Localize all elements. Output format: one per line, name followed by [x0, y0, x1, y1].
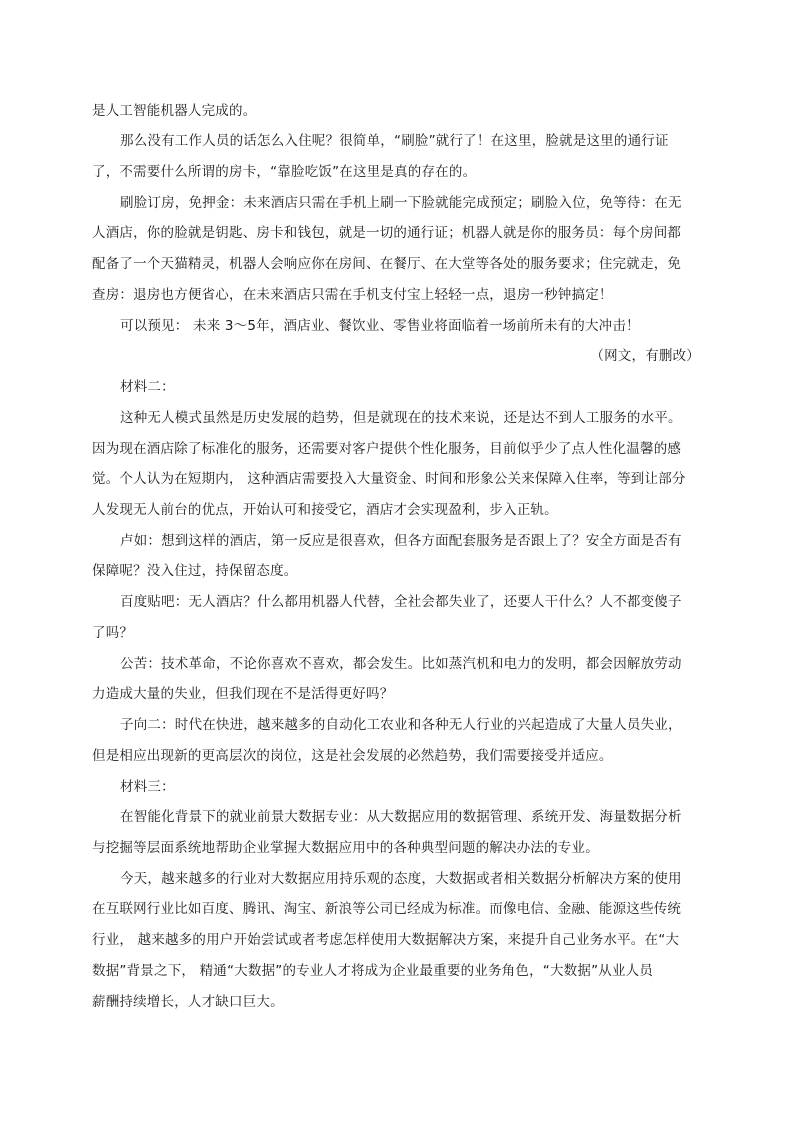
text-line: 与挖掘等层面系统地帮助企业掌握大数据应用中的各种典型问题的解决办法的专业。: [92, 840, 599, 856]
text-line: 子向二：时代在快进，越来越多的自动化工农业和各种无人行业的兴起造成了大量人员失业，: [120, 717, 682, 733]
text-line: 那么没有工作人员的话怎么入住呢？很简单，“刷脸”就行了！在这里，脸就是这里的通行证: [120, 133, 669, 149]
text-line: 在互联网行业比如百度、腾讯、淘宝、新浪等公司已经成为标准。而像电信、金融、能源这些传统: [92, 901, 682, 917]
text-line: 刷脸订房，免押金：未来酒店只需在手机上刷一下脸就能完成预定；刷脸入位，免等待：在无: [120, 195, 682, 211]
text-line: 卢如：想到这样的酒店，第一反应是很喜欢，但各方面配套服务是否跟上了？安全方面是否有: [120, 533, 682, 549]
text-line: 行业， 越来越多的用户开始尝试或者考虑怎样使用大数据解决方案，来提升自己业务水平。在“大: [92, 932, 680, 948]
section-heading: 材料二：: [120, 379, 175, 395]
text-line: 力造成大量的失业，但我们现在不是活得更好吗？: [92, 686, 394, 702]
text-line: 数据”背景之下， 精通“大数据”的专业人才将成为企业最重要的业务角色，“大数据”从业人员: [92, 963, 654, 979]
text-line: 是人工智能机器人完成的。: [92, 103, 257, 119]
text-line: 了，不需要什么所谓的房卡，“靠脸吃饭”在这里是真的存在的。: [92, 164, 477, 180]
text-line: 薪酬持续增长，人才缺口巨大。: [92, 994, 284, 1010]
text-line: 这种无人模式虽然是历史发展的趋势，但是就现在的技术来说，还是达不到人工服务的水平。: [120, 410, 682, 426]
text-line: 今天，越来越多的行业对大数据应用持乐观的态度，大数据或者相关数据分析解决方案的使用: [120, 871, 682, 887]
section-heading: 材料三：: [120, 779, 175, 795]
text-line: 因为现在酒店除了标准化的服务，还需要对客户提供个性化服务，目前似乎少了点人性化温馨的感: [92, 441, 682, 457]
text-line: 可以预见： 未来 3～5年，酒店业、餐饮业、零售业将面临着一场前所未有的大冲击！: [120, 318, 640, 334]
source-note: （网文，有删改）: [590, 348, 700, 364]
text-line: 人发现无人前台的优点，开始认可和接受它，酒店才会实现盈利，步入正轨。: [92, 502, 558, 518]
text-line: 查房：退房也方便省心，在未来酒店只需在手机支付宝上轻轻一点，退房一秒钟搞定！: [92, 287, 613, 303]
text-line: 人酒店，你的脸就是钥匙、房卡和钱包，就是一切的通行证；机器人就是你的服务员：每个房间都: [92, 225, 682, 241]
text-line: 在智能化背景下的就业前景大数据专业：从大数据应用的数据管理、系统开发、海量数据分析: [120, 809, 682, 825]
text-line: 保障呢？没入住过，持保留态度。: [92, 563, 298, 579]
text-line: 公苦：技术革命，不论你喜欢不喜欢，都会发生。比如蒸汽机和电力的发明，都会因解放劳动: [120, 656, 682, 672]
text-line: 但是相应出现新的更高层次的岗位，这是社会发展的必然趋势，我们需要接受并适应。: [92, 748, 613, 764]
text-line: 百度贴吧：无人酒店？什么都用机器人代替，全社会都失业了，还要人干什么？人不都变傻子: [120, 594, 682, 610]
text-line: 配备了一个天猫精灵，机器人会响应你在房间、在餐厅、在大堂等各处的服务要求；住完就走，免: [92, 256, 682, 272]
text-line: 觉。个人认为在短期内， 这种酒店需要投入大量资金、时间和形象公关来保障入住率，等到让部分: [92, 471, 686, 487]
text-line: 了吗？: [92, 625, 134, 641]
